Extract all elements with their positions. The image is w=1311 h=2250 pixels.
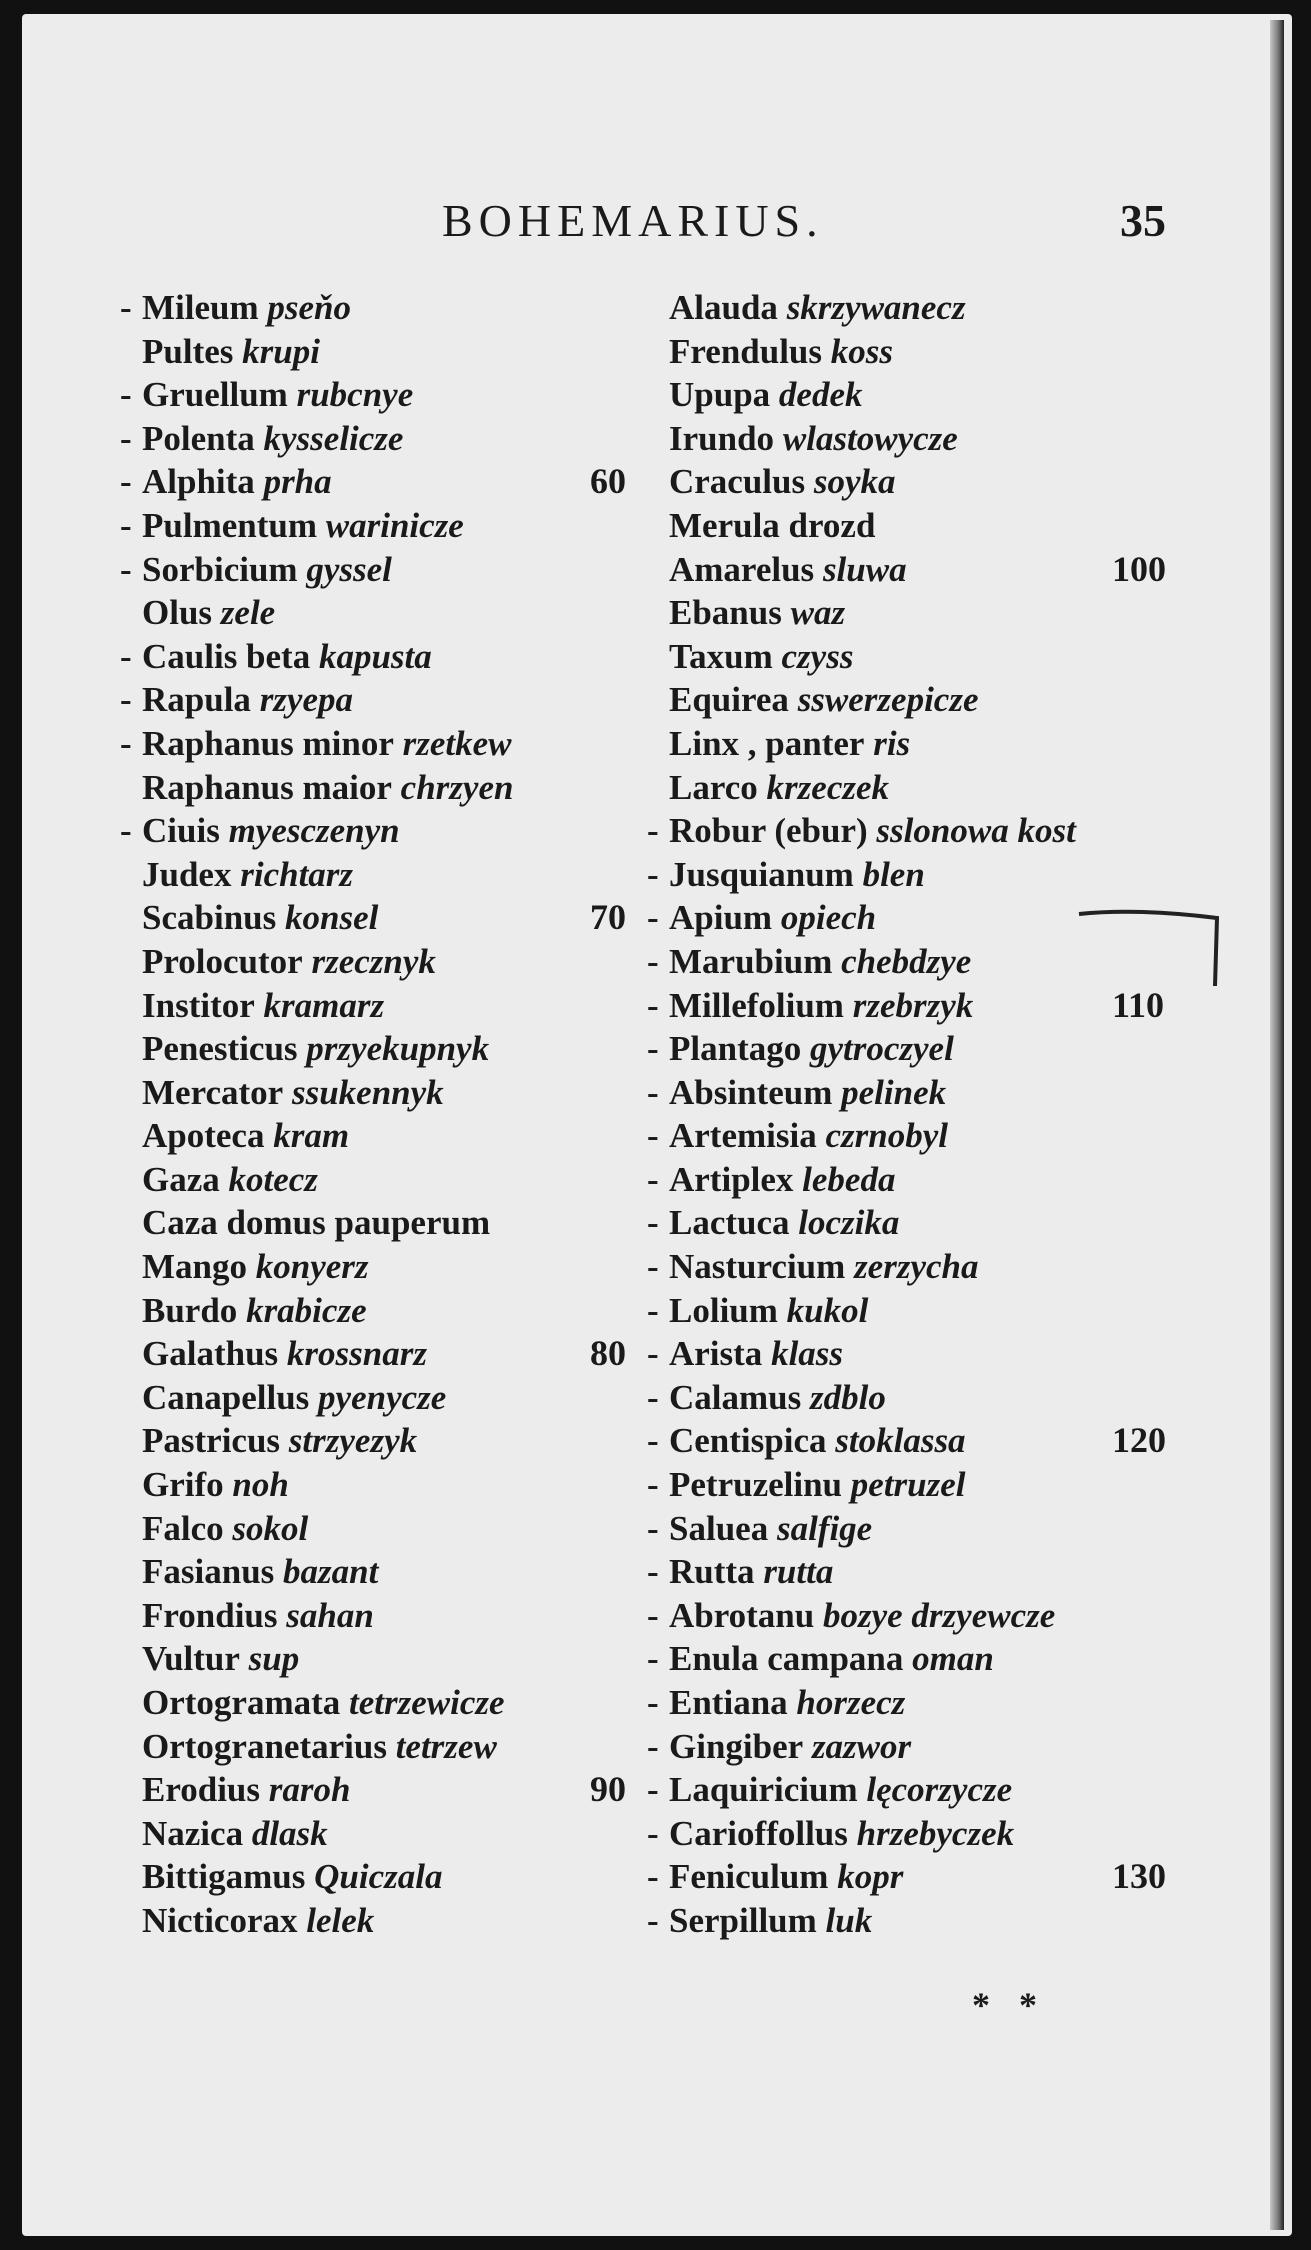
latin-term: Nicticorax	[142, 1900, 298, 1940]
glossary-entry	[120, 1899, 640, 1943]
glossary-entry	[647, 1463, 1307, 1507]
latin-term: Artiplex	[669, 1159, 794, 1199]
entry-dash: -	[647, 1639, 659, 1679]
czech-term: richtarz	[240, 854, 354, 894]
glossary-entry	[120, 1201, 640, 1245]
glossary-entry	[120, 504, 640, 548]
entry-dash: -	[647, 1203, 659, 1243]
czech-term: petruzel	[850, 1465, 966, 1505]
glossary-entry	[120, 286, 640, 330]
czech-term: krabicze	[246, 1290, 367, 1330]
glossary-entry	[647, 1550, 1307, 1594]
glossary-entry	[647, 417, 1307, 461]
line-number: 90	[590, 1769, 626, 1810]
latin-term: Lactuca	[669, 1203, 790, 1243]
latin-term: Ebanus	[669, 593, 782, 633]
latin-term: Sorbicium	[142, 549, 298, 589]
latin-term: Grifo	[142, 1465, 224, 1505]
latin-term: Craculus	[669, 462, 806, 502]
latin-term: Millefolium	[669, 985, 844, 1025]
czech-term: horzecz	[796, 1683, 906, 1722]
latin-term: Nazica	[142, 1813, 244, 1853]
glossary-entry	[647, 373, 1307, 417]
czech-term: opiech	[780, 898, 877, 938]
glossary-entry	[647, 1376, 1307, 1420]
czech-term: zele	[220, 593, 276, 633]
czech-term: sslonowa kost	[876, 811, 1076, 851]
czech-term: kramarz	[263, 985, 385, 1025]
page-number: 35	[1120, 195, 1166, 246]
czech-term: blen	[862, 854, 925, 894]
latin-term: Caza domus pauperum	[142, 1203, 491, 1243]
entry-dash: -	[120, 636, 132, 676]
glossary-entry	[647, 1725, 1307, 1769]
latin-term: Robur (ebur)	[669, 811, 868, 851]
entry-dash: -	[647, 1508, 659, 1548]
latin-term: Falco	[142, 1508, 224, 1548]
entry-dash: -	[647, 898, 659, 938]
glossary-entry	[647, 1812, 1307, 1856]
czech-term: zazwor	[811, 1726, 912, 1766]
glossary-entry	[120, 1376, 640, 1420]
latin-term: Entiana	[669, 1683, 788, 1722]
latin-term: Mileum	[142, 288, 259, 327]
czech-term: bozye drzyewcze	[822, 1595, 1056, 1635]
entry-dash: -	[647, 1116, 659, 1156]
line-number: 110	[1112, 984, 1165, 1025]
czech-term: kysselicze	[263, 418, 404, 458]
latin-term: Fasianus	[142, 1552, 275, 1592]
right-column	[647, 286, 1307, 1943]
czech-term: gytroczyel	[809, 1029, 954, 1069]
czech-term: noh	[232, 1465, 289, 1505]
glossary-entry	[120, 896, 640, 940]
entry-dash: -	[120, 505, 132, 545]
latin-term: Judex	[142, 854, 232, 894]
latin-term: Olus	[142, 593, 213, 633]
czech-term: chebdzye	[841, 941, 972, 981]
glossary-entry	[647, 1768, 1307, 1812]
czech-term: dedek	[778, 375, 863, 415]
czech-term: strzyezyk	[288, 1421, 418, 1461]
entry-dash: -	[120, 375, 132, 415]
margin-bracket-mark	[1077, 906, 1227, 996]
czech-term: stoklassa	[835, 1421, 966, 1461]
latin-term: Lolium	[669, 1290, 778, 1330]
czech-term: bazant	[283, 1552, 379, 1592]
czech-term: tetrzew	[395, 1726, 497, 1766]
latin-term: Raphanus minor	[142, 723, 394, 763]
glossary-entry	[120, 1114, 640, 1158]
glossary-entry	[120, 722, 640, 766]
czech-term: krossnarz	[286, 1334, 427, 1374]
entry-dash: -	[647, 1900, 659, 1940]
latin-term: Erodius	[142, 1770, 261, 1810]
czech-term: warinicze	[325, 505, 464, 545]
czech-term: raroh	[268, 1770, 351, 1810]
czech-term: sswerzepicze	[797, 680, 979, 720]
latin-term: Ortogramata	[142, 1683, 341, 1722]
latin-term: Prolocutor	[142, 941, 303, 981]
glossary-entry	[120, 1419, 640, 1463]
glossary-entry	[647, 1594, 1307, 1638]
glossary-entry	[647, 678, 1307, 722]
glossary-entry	[120, 853, 640, 897]
entry-dash: -	[647, 1770, 659, 1810]
latin-term: Pastricus	[142, 1421, 281, 1461]
czech-term: gyssel	[306, 549, 392, 589]
czech-term: kotecz	[228, 1159, 318, 1199]
czech-term: rutta	[763, 1552, 834, 1592]
latin-term: Gingiber	[669, 1726, 804, 1766]
glossary-entry	[120, 1594, 640, 1638]
czech-term: ris	[873, 723, 911, 763]
latin-term: Arista	[669, 1334, 763, 1374]
entry-dash: -	[647, 1072, 659, 1112]
czech-term: soyka	[813, 462, 896, 502]
glossary-entry	[120, 766, 640, 810]
latin-term: Feniculum	[669, 1857, 829, 1897]
entry-dash: -	[647, 1247, 659, 1287]
glossary-entry	[647, 809, 1307, 853]
latin-term: Serpillum	[669, 1900, 817, 1940]
czech-term: czrnobyl	[825, 1116, 948, 1156]
page-edge-shadow	[1270, 20, 1284, 2230]
latin-term: Frendulus	[669, 331, 823, 371]
glossary-entry	[647, 460, 1307, 504]
entry-dash: -	[647, 1595, 659, 1635]
entry-dash: -	[120, 723, 132, 763]
latin-term: Nasturcium	[669, 1247, 846, 1287]
czech-term: kapusta	[318, 636, 432, 676]
latin-term: Rapula	[142, 680, 251, 720]
entry-dash: -	[647, 941, 659, 981]
entry-dash: -	[120, 418, 132, 458]
line-number: 60	[590, 461, 626, 502]
latin-term: Ciuis	[142, 811, 220, 851]
czech-term: sup	[248, 1639, 300, 1679]
line-number: 120	[1112, 1420, 1166, 1461]
glossary-entry	[120, 1812, 640, 1856]
glossary-entry	[120, 1855, 640, 1899]
glossary-entry	[647, 853, 1307, 897]
czech-term: chrzyen	[400, 767, 514, 807]
glossary-entry	[647, 1114, 1307, 1158]
czech-term: prha	[263, 462, 332, 502]
line-number: 130	[1112, 1856, 1166, 1897]
latin-term: Galathus	[142, 1334, 279, 1374]
glossary-entry	[120, 1637, 640, 1681]
latin-term: Alauda	[669, 288, 778, 327]
czech-term: rzecznyk	[311, 941, 436, 981]
czech-term: koss	[830, 331, 894, 371]
entry-dash: -	[647, 1552, 659, 1592]
latin-term: Raphanus maior	[142, 767, 392, 807]
czech-term: krzeczek	[766, 767, 890, 807]
latin-term: Frondius	[142, 1595, 278, 1635]
glossary-entry	[120, 678, 640, 722]
glossary-entry	[647, 1899, 1307, 1943]
latin-term: Penesticus	[142, 1029, 298, 1069]
glossary-entry	[647, 1681, 1307, 1725]
entry-dash: -	[647, 1726, 659, 1766]
latin-term: Caulis beta	[142, 636, 311, 676]
czech-term: loczika	[798, 1203, 900, 1243]
latin-term: Gruellum	[142, 375, 288, 415]
glossary-entry	[647, 591, 1307, 635]
czech-term: sahan	[286, 1595, 374, 1635]
latin-term: Upupa	[669, 375, 771, 415]
glossary-entry	[647, 1245, 1307, 1289]
czech-term: skrzywanecz	[786, 288, 966, 327]
latin-term: Amarelus	[669, 549, 815, 589]
czech-term: przyekupnyk	[306, 1029, 490, 1069]
latin-term: Gaza	[142, 1159, 220, 1199]
latin-term: Canapellus	[142, 1377, 310, 1417]
glossary-entry	[120, 984, 640, 1028]
entry-dash: -	[120, 811, 132, 851]
czech-term: konyerz	[255, 1247, 369, 1287]
latin-term: Petruzelinu	[669, 1465, 843, 1505]
czech-term: luk	[825, 1900, 873, 1940]
footer-stars: * *	[972, 1985, 1047, 2025]
latin-term: Jusquianum	[669, 854, 854, 894]
glossary-entry	[120, 1681, 640, 1725]
line-number: 80	[590, 1333, 626, 1374]
glossary-entry	[120, 548, 640, 592]
latin-term: Artemisia	[669, 1116, 817, 1156]
czech-term: pyenycze	[318, 1377, 447, 1417]
glossary-entry	[647, 330, 1307, 374]
czech-term: rzebrzyk	[852, 985, 974, 1025]
latin-term: Apium	[669, 898, 773, 938]
entry-dash: -	[647, 1421, 659, 1461]
czech-term: wlastowycze	[782, 418, 958, 458]
latin-term: Vultur	[142, 1639, 240, 1679]
latin-term: Pultes	[142, 331, 234, 371]
czech-term: ssukennyk	[291, 1072, 444, 1112]
glossary-entry	[120, 809, 640, 853]
czech-term: salfige	[776, 1508, 873, 1548]
czech-term: oman	[912, 1639, 994, 1679]
glossary-entry	[647, 548, 1307, 592]
glossary-entry	[647, 1289, 1307, 1333]
czech-term: lebeda	[802, 1159, 896, 1199]
entry-dash: -	[647, 1029, 659, 1069]
latin-term: Ortogranetarius	[142, 1726, 387, 1766]
latin-term: Linx , panter	[669, 723, 865, 763]
latin-term: Taxum	[669, 636, 773, 676]
latin-term: Institor	[142, 985, 255, 1025]
latin-term: Alphita	[142, 462, 255, 502]
latin-term: Scabinus	[142, 898, 277, 938]
czech-term: dlask	[251, 1813, 328, 1853]
latin-term: Laquiricium	[669, 1770, 858, 1810]
latin-term: Pulmentum	[142, 505, 317, 545]
glossary-entry	[647, 1419, 1307, 1463]
entry-dash: -	[647, 1334, 659, 1374]
czech-term: pelinek	[841, 1072, 947, 1112]
left-column	[120, 286, 640, 1943]
entry-dash: -	[647, 1290, 659, 1330]
entry-dash: -	[647, 1857, 659, 1897]
latin-term: Bittigamus	[142, 1857, 306, 1897]
latin-term: Mango	[142, 1247, 247, 1287]
glossary-entry	[647, 1637, 1307, 1681]
entry-dash: -	[120, 680, 132, 720]
latin-term: Polenta	[142, 418, 255, 458]
glossary-entry	[647, 1201, 1307, 1245]
glossary-entry	[647, 1027, 1307, 1071]
czech-term: kukol	[786, 1290, 869, 1330]
entry-dash: -	[120, 549, 132, 589]
czech-term: waz	[790, 593, 846, 633]
entry-dash: -	[120, 288, 132, 327]
czech-term: rubcnye	[296, 375, 414, 415]
czech-term: sluwa	[822, 549, 907, 589]
glossary-entry	[647, 635, 1307, 679]
czech-term: konsel	[285, 898, 379, 938]
entry-dash: -	[647, 1465, 659, 1505]
czech-term: czyss	[781, 636, 854, 676]
glossary-entry	[120, 940, 640, 984]
glossary-entry	[647, 1507, 1307, 1551]
czech-term: lęcorzycze	[866, 1770, 1013, 1810]
glossary-entry	[120, 1027, 640, 1071]
glossary-entry	[120, 635, 640, 679]
glossary-entry	[647, 504, 1307, 548]
czech-term: tetrzewicze	[349, 1683, 505, 1722]
czech-term: Quiczala	[314, 1857, 443, 1897]
entry-dash: -	[120, 462, 132, 502]
glossary-entry	[120, 330, 640, 374]
entry-dash: -	[647, 985, 659, 1025]
glossary-entry	[120, 1550, 640, 1594]
czech-term: lelek	[306, 1900, 375, 1940]
entry-dash: -	[647, 1813, 659, 1853]
latin-term: Irundo	[669, 418, 775, 458]
glossary-entry	[120, 591, 640, 635]
entry-dash: -	[647, 1377, 659, 1417]
latin-term: Calamus	[669, 1377, 802, 1417]
czech-term: hrzebyczek	[856, 1813, 1015, 1853]
latin-term: Carioffollus	[669, 1813, 848, 1853]
entry-dash: -	[647, 811, 659, 851]
glossary-entry	[647, 1855, 1307, 1899]
entry-dash: -	[647, 1683, 659, 1722]
glossary-entry	[120, 1725, 640, 1769]
czech-term: zdblo	[810, 1377, 886, 1417]
running-title: BOHEMARIUS.	[442, 195, 824, 246]
glossary-entry	[120, 1507, 640, 1551]
czech-term: zerzycha	[854, 1247, 979, 1287]
latin-term: Absinteum	[669, 1072, 833, 1112]
latin-term: Apoteca	[142, 1116, 265, 1156]
glossary-entry	[120, 1768, 640, 1812]
glossary-entry	[647, 1071, 1307, 1115]
glossary-entry	[120, 417, 640, 461]
book-page	[22, 14, 1292, 2236]
latin-term: Abrotanu	[669, 1595, 815, 1635]
czech-term: kram	[273, 1116, 350, 1156]
glossary-entry	[120, 460, 640, 504]
glossary-entry	[120, 1158, 640, 1202]
czech-term: klass	[771, 1334, 844, 1374]
latin-term: Rutta	[669, 1552, 755, 1592]
czech-term: krupi	[242, 331, 320, 371]
latin-term: Saluea	[669, 1508, 769, 1548]
glossary-entry	[120, 1463, 640, 1507]
latin-term: Merula drozd	[669, 505, 876, 545]
glossary-entry	[120, 1071, 640, 1115]
glossary-entry	[647, 1332, 1307, 1376]
latin-term: Larco	[669, 767, 758, 807]
entry-dash: -	[647, 854, 659, 894]
latin-term: Marubium	[669, 941, 833, 981]
line-number: 70	[590, 897, 626, 938]
czech-term: sokol	[232, 1508, 309, 1548]
czech-term: kopr	[837, 1857, 904, 1897]
czech-term: pseňo	[267, 288, 352, 327]
entry-dash: -	[647, 1159, 659, 1199]
czech-term: myesczenyn	[228, 811, 400, 851]
glossary-entry	[120, 1289, 640, 1333]
latin-term: Plantago	[669, 1029, 802, 1069]
line-number: 100	[1112, 548, 1166, 589]
latin-term: Centispica	[669, 1421, 827, 1461]
latin-term: Burdo	[142, 1290, 238, 1330]
glossary-entry	[120, 1332, 640, 1376]
glossary-entry	[647, 1158, 1307, 1202]
czech-term: rzyepa	[259, 680, 353, 720]
czech-term: rzetkew	[402, 723, 512, 763]
latin-term: Equirea	[669, 680, 789, 720]
glossary-entry	[647, 722, 1307, 766]
latin-term: Enula campana	[669, 1639, 904, 1679]
glossary-entry	[120, 1245, 640, 1289]
glossary-entry	[120, 373, 640, 417]
latin-term: Mercator	[142, 1072, 284, 1112]
glossary-entry	[647, 766, 1307, 810]
glossary-entry	[647, 286, 1307, 330]
